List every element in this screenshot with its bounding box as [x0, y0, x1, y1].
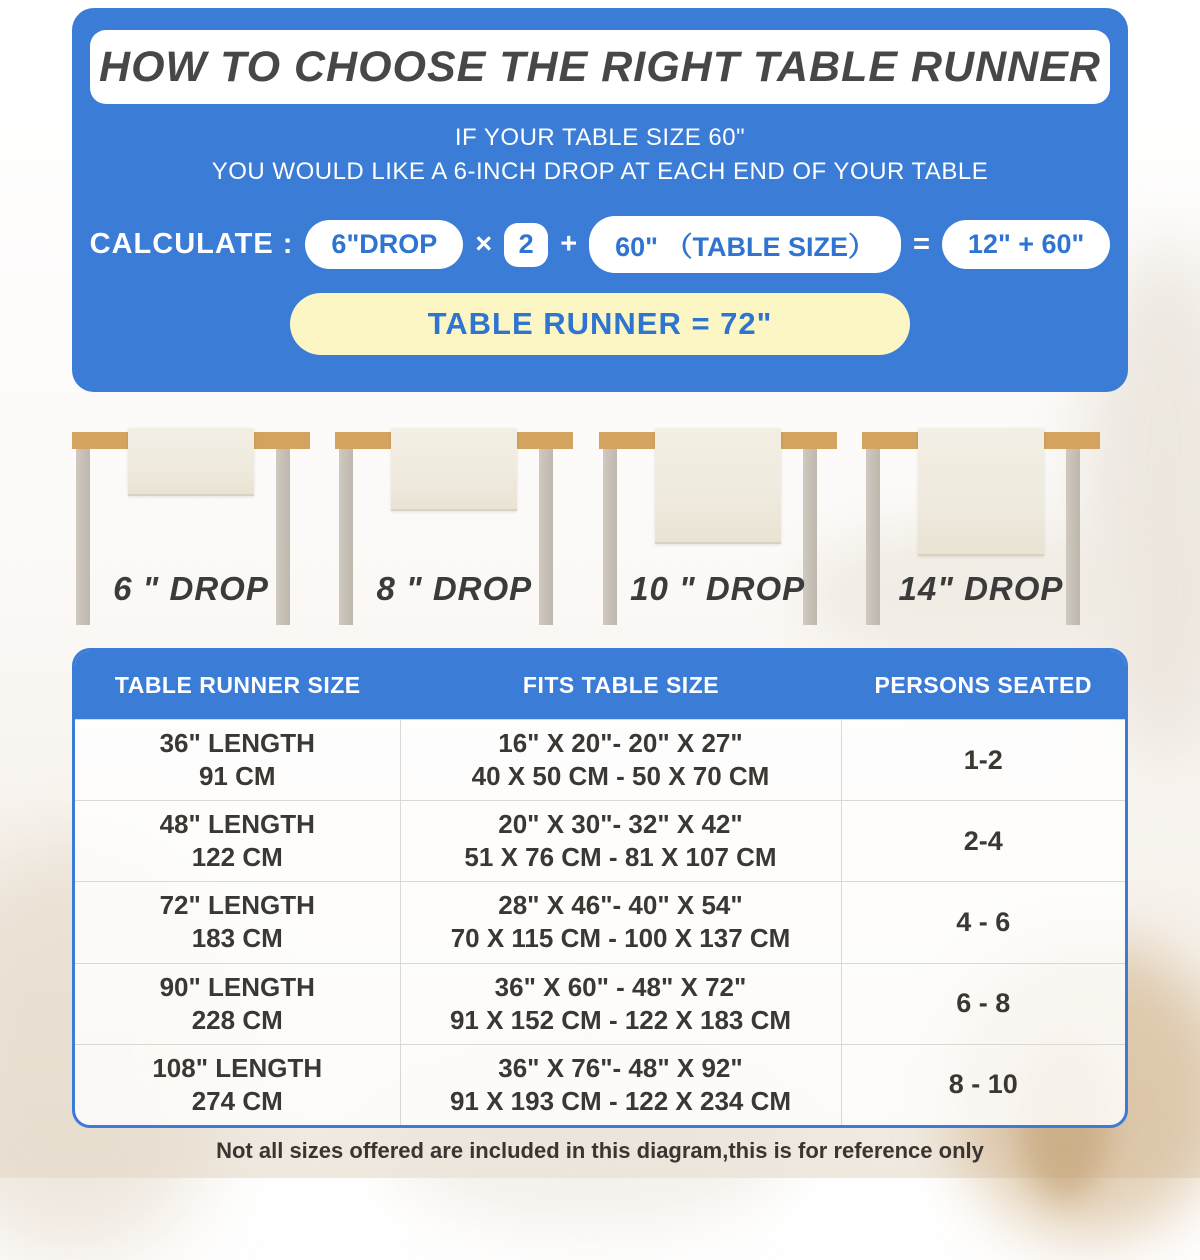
- instruction-panel: [72, 8, 1128, 392]
- drop-figure-6in: [72, 428, 310, 628]
- table-runner: [391, 428, 517, 511]
- runner-length-in: 48" LENGTH: [159, 809, 315, 840]
- runner-length-in: 90" LENGTH: [159, 971, 315, 1002]
- table-row: [75, 881, 1125, 962]
- drop-figure-14in: [862, 428, 1100, 628]
- drop-label: 6 " DROP: [113, 570, 269, 607]
- fits-size-cell: [401, 801, 842, 881]
- equals-sign: =: [912, 228, 930, 260]
- size-table-header: [75, 651, 1125, 719]
- persons-cell: 8 - 10: [948, 1069, 1018, 1100]
- fits-size-cm: 51 X 76 CM - 81 X 107 CM: [464, 842, 777, 873]
- fits-size-cm: 40 X 50 CM - 50 X 70 CM: [471, 761, 770, 792]
- drop-figure-10in: [599, 428, 837, 628]
- column-header-runner-size: TABLE RUNNER SIZE: [114, 671, 361, 698]
- drop-figures-row: [72, 428, 1100, 628]
- times-sign: ×: [475, 228, 493, 260]
- runner-size-cell: [75, 964, 401, 1044]
- runner-size-cell: [75, 801, 401, 881]
- persons-cell: 4 - 6: [956, 906, 1011, 937]
- runner-length-cm: 183 CM: [191, 923, 283, 954]
- persons-cell: 1-2: [963, 744, 1003, 775]
- drop-figure-8in: [335, 428, 573, 628]
- fits-size-cell: [401, 720, 842, 800]
- fits-size-cm: 91 X 152 CM - 122 X 183 CM: [449, 1004, 792, 1035]
- column-header-persons-seated: PERSONS SEATED: [874, 671, 1092, 698]
- reference-note: Not all sizes offered are included in this diagram,this is for reference only: [216, 1138, 984, 1163]
- persons-cell: 2-4: [963, 825, 1003, 856]
- runner-length-cm: 274 CM: [191, 1085, 283, 1116]
- runner-length-cm: 91 CM: [198, 761, 276, 792]
- table-row: [75, 1044, 1125, 1125]
- runner-length-in: 36" LENGTH: [159, 728, 315, 759]
- persons-cell: 6 - 8: [956, 988, 1011, 1019]
- plus-sign: +: [560, 228, 578, 260]
- table-row: [75, 719, 1125, 800]
- title-box: [90, 30, 1110, 104]
- fits-size-cm: 70 X 115 CM - 100 X 137 CM: [450, 923, 791, 954]
- runner-size-cell: [75, 720, 401, 800]
- calculation-row: [90, 216, 1111, 273]
- sum-pill: 12" + 60": [942, 220, 1110, 269]
- runner-size-cell: [75, 882, 401, 962]
- result-pill: TABLE RUNNER = 72": [290, 293, 910, 355]
- fits-size-cm: 91 X 193 CM - 122 X 234 CM: [449, 1085, 792, 1116]
- table-runner: [128, 428, 254, 496]
- table-size-pill: 60" （TABLE SIZE）: [589, 216, 901, 273]
- fits-size-in: 20" X 30"- 32" X 42": [498, 809, 743, 840]
- fits-size-in: 36" X 76"- 48" X 92": [498, 1052, 743, 1083]
- runner-length-in: 108" LENGTH: [152, 1052, 323, 1083]
- size-table-panel: [72, 648, 1128, 1128]
- runner-length-cm: 122 CM: [191, 842, 283, 873]
- drop-label: 14" DROP: [898, 570, 1064, 607]
- table-row: [75, 800, 1125, 881]
- subtitle-line-1: IF YOUR TABLE SIZE 60": [454, 124, 746, 151]
- fits-size-in: 28" X 46"- 40" X 54": [498, 890, 743, 921]
- fits-size-cell: [401, 1045, 842, 1125]
- table-runner: [655, 428, 781, 544]
- runner-length-in: 72" LENGTH: [159, 890, 315, 921]
- runner-length-cm: 228 CM: [191, 1004, 283, 1035]
- multiplier-pill: 2: [504, 223, 548, 267]
- fits-size-cell: [401, 964, 842, 1044]
- page-title: HOW TO CHOOSE THE RIGHT TABLE RUNNER: [99, 42, 1101, 91]
- calculate-label: CALCULATE :: [89, 228, 294, 260]
- fits-size-cell: [401, 882, 842, 962]
- fits-size-in: 36" X 60" - 48" X 72": [494, 971, 747, 1002]
- drop-label: 8 " DROP: [376, 570, 533, 607]
- drop-label: 10 " DROP: [630, 570, 806, 607]
- size-table-body: [75, 719, 1125, 1125]
- runner-size-cell: [75, 1045, 401, 1125]
- table-runner: [918, 428, 1044, 556]
- subtitle-line-2: YOU WOULD LIKE A 6-INCH DROP AT EACH END OF YOUR TABLE: [211, 158, 989, 185]
- fits-size-in: 16" X 20"- 20" X 27": [498, 728, 743, 759]
- column-header-fits-table-size: FITS TABLE SIZE: [522, 671, 720, 698]
- table-row: [75, 963, 1125, 1044]
- drop-value-pill: 6"DROP: [305, 220, 463, 269]
